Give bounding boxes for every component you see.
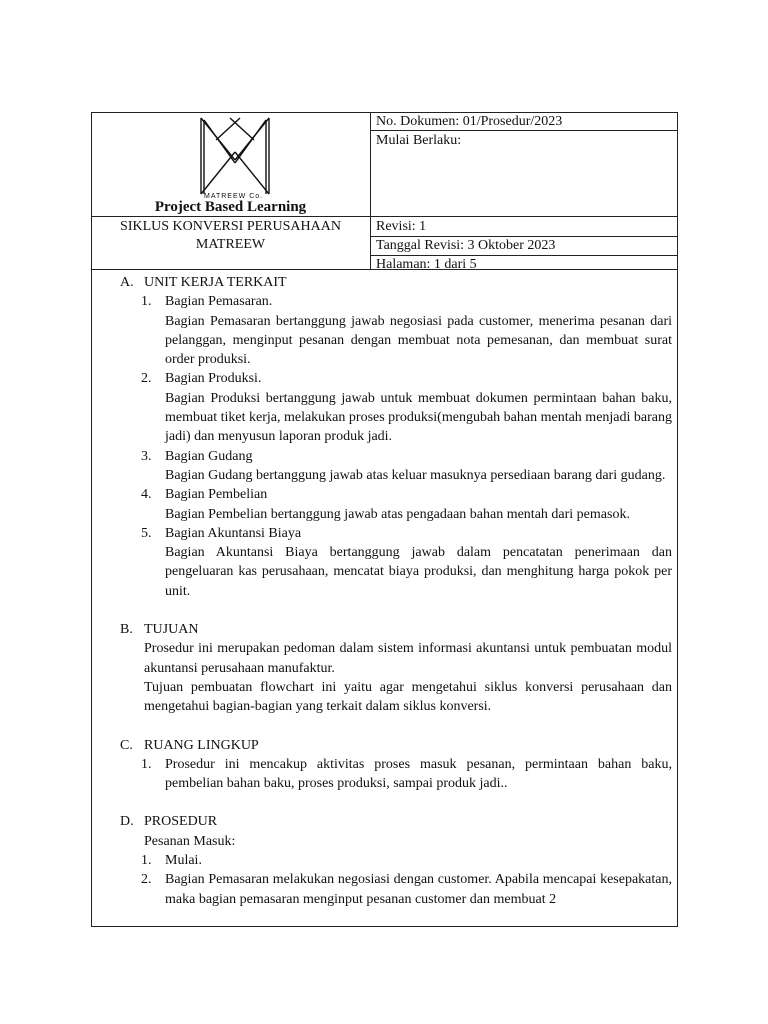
- logo-text: MATREEW Co.: [204, 193, 264, 200]
- list-item: 1. Prosedur ini mencakup aktivitas proses masuk pesanan, permintaan bahan baku, pembelian bahan baku, proses produksi, sampai produk jadi..: [141, 756, 672, 792]
- section-title: RUANG LINGKUP: [144, 737, 259, 753]
- list-item-text: Bagian Pembelian bertanggung jawab atas pengadaan bahan mentah dari pemasok.: [165, 506, 630, 522]
- section-label: A.: [120, 275, 134, 290]
- list-item-text: Bagian Akuntansi Biaya bertanggung jawab dalam pencatatan penerimaan dan pengeluaran kas perusahaan, mencatat biaya produksi, dan menghitung harga pokok per unit.: [165, 545, 672, 599]
- header-divider: [91, 216, 678, 217]
- tanggal-revisi: Tanggal Revisi: 3 Oktober 2023: [376, 238, 556, 253]
- list-item-text: Bagian Produksi bertanggung jawab untuk membuat dokumen permintaan bahan baku, membuat tiket kerja, melakukan proses produksi(mengubah bahan mentah menjadi barang jadi) dan menyusun laporan produk jadi.: [165, 390, 672, 445]
- logo-subtitle: Project Based Learning: [154, 199, 307, 215]
- logo-mark-icon: [196, 116, 274, 200]
- list-item: 5. Bagian Akuntansi Biaya: [141, 525, 302, 541]
- list-item: 1. Mulai.: [141, 853, 202, 869]
- matreew-logo: [196, 116, 274, 200]
- section-text: Prosedur ini merupakan pedoman dalam sistem informasi akuntansi untuk pembuatan modul akuntansi perusahaan manufaktur.: [144, 641, 672, 676]
- section-label: D.: [120, 814, 134, 830]
- list-item: 4. Bagian Pembelian: [141, 487, 268, 503]
- list-item: 3. Bagian Gudang: [141, 448, 253, 464]
- section-text: Tujuan pembuatan flowchart ini yaitu agar mengetahui siklus konversi perusahaan dan mengetahui bagian-bagian yang terkait dalam siklus konversi.: [144, 679, 672, 715]
- section-heading: [120, 620, 672, 639]
- section-title: PROSEDUR: [144, 814, 218, 830]
- mulai-berlaku: Mulai Berlaku:: [376, 133, 462, 148]
- halaman: Halaman: 1 dari 5: [376, 257, 477, 272]
- section-heading: [120, 736, 672, 755]
- list-item: 2. Bagian Pemasaran melakukan negosiasi dengan customer. Apabila mencapai kesepakatan, maka bagian pemasaran menginput pesanan customer dan membuat 2: [141, 872, 672, 907]
- header-divider-vertical: [370, 112, 371, 269]
- document-title: SIKLUS KONVERSI PERUSAHAAN MATREEW: [120, 219, 341, 252]
- section-heading: [120, 273, 672, 292]
- revisi: Revisi: 1: [376, 219, 427, 234]
- section-heading: [120, 812, 672, 831]
- list-item-text: Bagian Pemasaran bertanggung jawab negosiasi pada customer, menerima pesanan dari pelanggan, menginput pesanan dengan membuat nota pemesanan, dan membuat surat order produksi.: [165, 313, 672, 368]
- section-label: C.: [120, 737, 133, 753]
- section-label: B.: [120, 622, 133, 638]
- list-item: 1. Bagian Pemasaran.: [141, 294, 273, 310]
- list-item-text: Bagian Gudang bertanggung jawab atas keluar masuknya persediaan barang dari gudang.: [165, 467, 666, 483]
- list-item: 2. Bagian Produksi.: [141, 371, 262, 387]
- section-subtitle: Pesanan Masuk:: [144, 833, 236, 849]
- section-title: TUJUAN: [144, 622, 199, 638]
- document-body: [120, 273, 672, 909]
- no-dokumen: No. Dokumen: 01/Prosedur/2023: [376, 114, 563, 129]
- section-title: UNIT KERJA TERKAIT: [144, 275, 287, 290]
